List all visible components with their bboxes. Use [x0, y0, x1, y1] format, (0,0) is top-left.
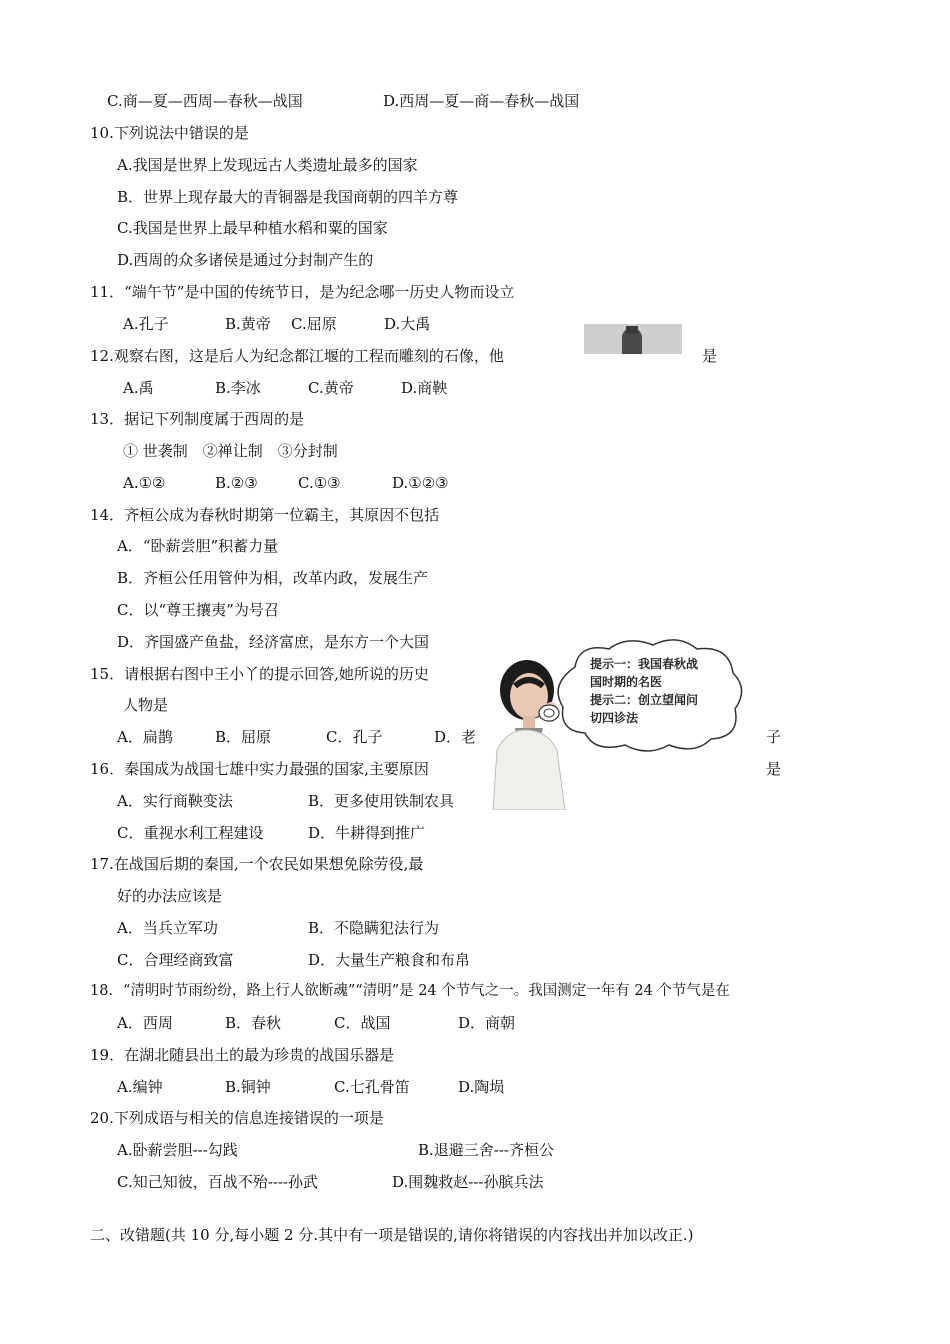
q19-option-b: B.铜钟 — [225, 1078, 271, 1096]
q10-option-b: B．世界上现存最大的青铜器是我国商朝的四羊方尊 — [117, 188, 459, 206]
q13-option-c: C.①③ — [298, 474, 341, 492]
q14-stem: 14．齐桓公成为春秋时期第一位霸主，其原因不包括 — [90, 506, 440, 524]
q12-option-c: C.黄帝 — [308, 379, 354, 397]
bubble-line-2: 国时期的名医 — [590, 675, 663, 689]
q18-stem: 18．“清明时节雨纷纷，路上行人欲断魂”“清明”是 24 个节气之一。我国测定一年有 24 个节气是在 — [90, 983, 730, 999]
q16-option-c: C．重视水利工程建设 — [117, 824, 264, 842]
q11-option-a: A.孔子 — [123, 315, 169, 333]
q19-option-c: C.七孔骨笛 — [334, 1078, 410, 1096]
q13-option-b: B.②③ — [215, 474, 258, 492]
q15-option-b: B．屈原 — [215, 728, 272, 746]
q19-option-d: D.陶埙 — [458, 1078, 505, 1096]
q19-stem: 19．在湖北随县出土的最为珍贵的战国乐器是 — [90, 1046, 395, 1064]
q16-stem-tail: 是 — [766, 760, 782, 778]
q16-option-b: B．更多使用铁制农具 — [308, 792, 455, 810]
q11-option-d: D.大禹 — [384, 315, 431, 333]
q12-option-d: D.商鞅 — [401, 379, 448, 397]
q17-option-b: B．不隐瞒犯法行为 — [308, 919, 440, 937]
q13-option-a: A.①② — [123, 474, 166, 492]
thought-bubble — [535, 637, 750, 757]
q17-option-d: D．大量生产粮食和布帛 — [308, 951, 471, 969]
q15-option-d-tail: 子 — [766, 728, 782, 746]
q20-stem: 20.下列成语与相关的信息连接错误的一项是 — [90, 1109, 384, 1127]
q12-option-b: B.李冰 — [215, 379, 261, 397]
q14-option-c: C．以“尊王攘夷”为号召 — [117, 601, 279, 619]
q11-stem: 11．“端午节”是中国的传统节日，是为纪念哪一历史人物而设立 — [90, 283, 515, 301]
q16-option-d: D．牛耕得到推广 — [308, 824, 426, 842]
q10-option-a: A.我国是世界上发现远古人类遗址最多的国家 — [117, 156, 418, 174]
q14-option-a: A．“卧薪尝胆”积蓄力量 — [117, 537, 279, 555]
q11-option-c: C.屈原 — [291, 315, 337, 333]
q17-stem: 17.在战国后期的秦国,一个农民如果想免除劳役,最 — [90, 855, 424, 873]
q12-stem-tail: 是 — [702, 347, 718, 365]
q9-option-c: C.商—夏—西周—春秋—战国 — [107, 92, 303, 110]
q18-option-a: A．西周 — [117, 1014, 173, 1032]
q10-option-c: C.我国是世界上最早种植水稻和粟的国家 — [117, 219, 388, 237]
q20-option-d: D.围魏救赵---孙膑兵法 — [392, 1173, 544, 1191]
bubble-line-3: 提示二：创立望闻问 — [590, 693, 699, 707]
q15-option-a: A．扁鹊 — [117, 728, 173, 746]
q11-option-b: B.黄帝 — [225, 315, 271, 333]
q10-option-d: D.西周的众多诸侯是通过分封制产生的 — [117, 251, 374, 269]
q14-option-b: B．齐桓公任用管仲为相，改革内政，发展生产 — [117, 569, 429, 587]
q9-option-d: D.西周—夏—商—春秋—战国 — [383, 92, 580, 110]
q18-option-d: D．商朝 — [458, 1014, 516, 1032]
q13-option-d: D.①②③ — [392, 474, 449, 492]
q18-option-c: C．战国 — [334, 1014, 391, 1032]
q20-option-c: C.知己知彼，百战不殆----孙武 — [117, 1173, 318, 1191]
q10-stem: 10.下列说法中错误的是 — [90, 124, 249, 142]
q12-option-a: A.禹 — [123, 379, 154, 397]
q15-stem2: 人物是 — [123, 696, 169, 714]
q20-option-a: A.卧薪尝胆---勾践 — [117, 1141, 238, 1159]
bubble-line-1: 提示一：我国春秋战 — [590, 657, 699, 671]
q17-stem2: 好的办法应该是 — [117, 887, 223, 905]
q13-items: ① 世袭制 ②禅让制 ③分封制 — [123, 442, 338, 460]
q14-option-d: D．齐国盛产鱼盐，经济富庶，是东方一个大国 — [117, 633, 430, 651]
li-bing-statue-image — [584, 324, 682, 354]
q15-option-c: C．孔子 — [326, 728, 383, 746]
q19-option-a: A.编钟 — [117, 1078, 163, 1096]
q16-option-a: A．实行商鞅变法 — [117, 792, 233, 810]
q20-option-b: B.退避三舍---齐桓公 — [418, 1141, 554, 1159]
q12-stem: 12.观察右图，这是后人为纪念都江堰的工程而雕刻的石像，他 — [90, 347, 504, 365]
bubble-line-4: 切四诊法 — [590, 711, 639, 725]
section-2-heading: 二、改错题(共 10 分,每小题 2 分.其中有一项是错误的,请你将错误的内容找出并加以改正.) — [90, 1226, 694, 1244]
q15-stem: 15．请根据右图中王小丫的提示回答,她所说的历史 — [90, 665, 429, 683]
q17-option-a: A．当兵立军功 — [117, 919, 218, 937]
q18-option-b: B．春秋 — [225, 1014, 282, 1032]
q13-stem: 13．据记下列制度属于西周的是 — [90, 410, 305, 428]
q15-option-d: D．老 — [434, 728, 477, 746]
statue-icon — [584, 324, 682, 354]
q16-stem: 16．秦国成为战国七雄中实力最强的国家,主要原因 — [90, 760, 429, 778]
q17-option-c: C．合理经商致富 — [117, 951, 234, 969]
